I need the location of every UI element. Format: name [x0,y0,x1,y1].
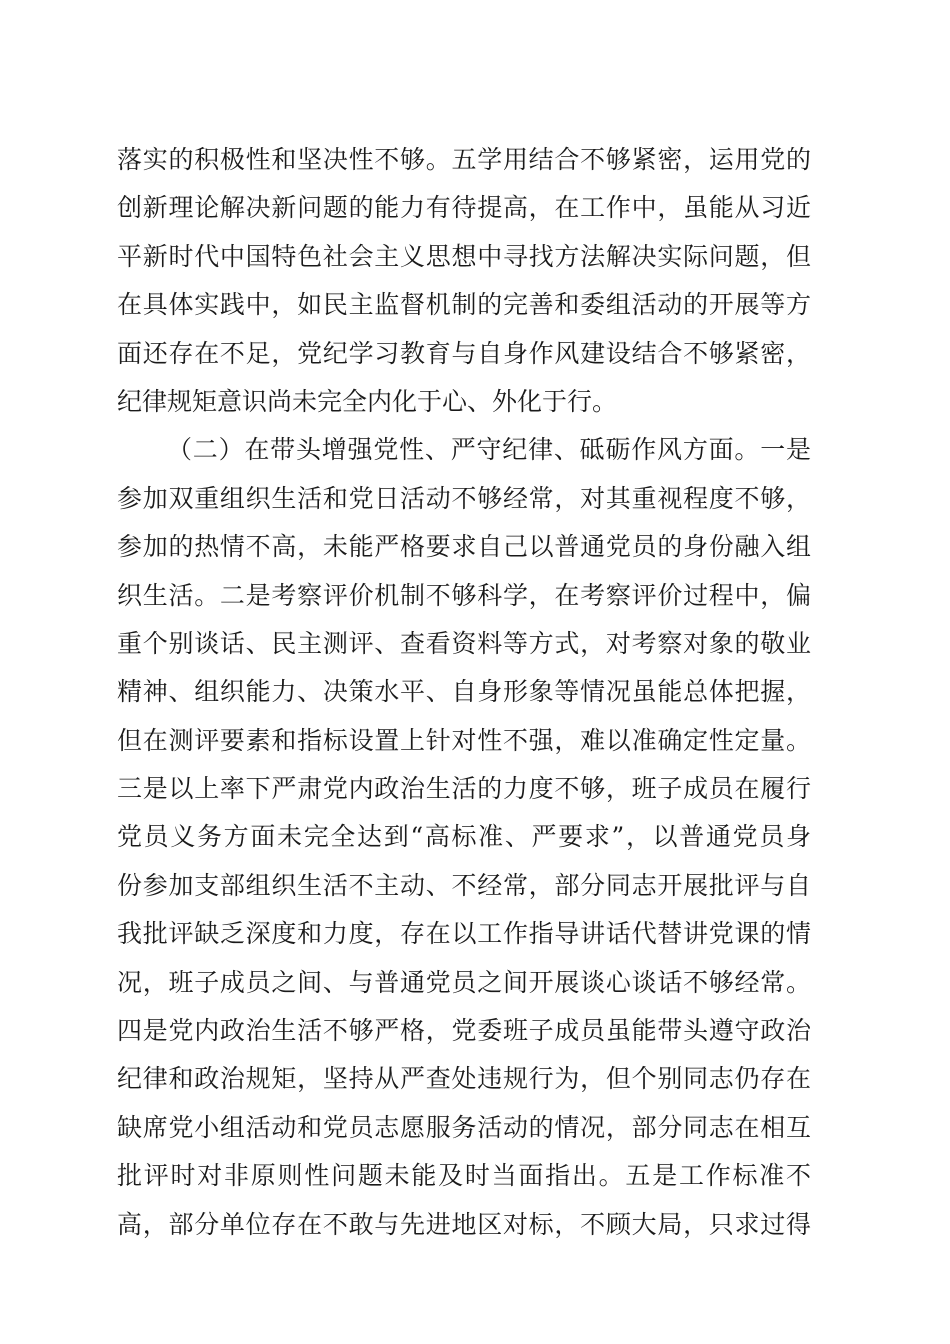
text-line-13: 但在测评要素和指标设置上针对性不强，难以准确定性定量。 [117,725,811,755]
document-body [117,136,811,1249]
text-line-18: 况，班子成员之间、与普通党员之间开展谈心谈话不够经常。 [117,967,811,997]
text-line-23: 高，部分单位存在不敢与先进地区对标，不顾大局，只求过得 [117,1209,811,1239]
text-line-6: 纪律规矩意识尚未完全内化于心、外化于行。 [117,386,618,416]
text-line-20: 纪律和政治规矩，坚持从严查处违规行为，但个别同志仍存在 [117,1064,811,1094]
text-line-3: 平新时代中国特色社会主义思想中寻找方法解决实际问题，但 [117,241,811,271]
text-line-15: 党员义务方面未完全达到“高标准、严要求”，以普通党员身 [117,822,811,852]
text-line-14: 三是以上率下严肃党内政治生活的力度不够，班子成员在履行 [117,774,811,804]
text-line-2: 创新理论解决新问题的能力有待提高，在工作中，虽能从习近 [117,193,811,223]
text-line-1: 落实的积极性和坚决性不够。五学用结合不够紧密，运用党的 [117,145,811,174]
text-line-21: 缺席党小组活动和党员志愿服务活动的情况，部分同志在相互 [117,1112,811,1142]
text-line-11: 重个别谈话、民主测评、查看资料等方式，对考察对象的敬业 [117,628,811,658]
text-line-10: 织生活。二是考察评价机制不够科学，在考察评价过程中，偏 [117,580,811,610]
text-line-22: 批评时对非原则性问题未能及时当面指出。五是工作标准不 [117,1161,811,1191]
text-line-9: 参加的热情不高，未能严格要求自己以普通党员的身份融入组 [117,532,811,562]
text-line-19: 四是党内政治生活不够严格，党委班子成员虽能带头遵守政治 [117,1016,811,1046]
text-line-4: 在具体实践中，如民主监督机制的完善和委组活动的开展等方 [117,290,811,320]
text-line-16: 份参加支部组织生活不主动、不经常，部分同志开展批评与自 [117,870,811,900]
section-heading-line: （二）在带头增强党性、严守纪律、砥砺作风方面。一是 [167,435,811,465]
text-line-8: 参加双重组织生活和党日活动不够经常，对其重视程度不够， [117,483,811,513]
text-line-17: 我批评缺乏深度和力度，存在以工作指导讲话代替讲党课的情 [117,919,811,949]
text-line-5: 面还存在不足，党纪学习教育与自身作风建设结合不够紧密， [117,338,811,368]
text-line-12: 精神、组织能力、决策水平、自身形象等情况虽能总体把握， [117,677,811,707]
